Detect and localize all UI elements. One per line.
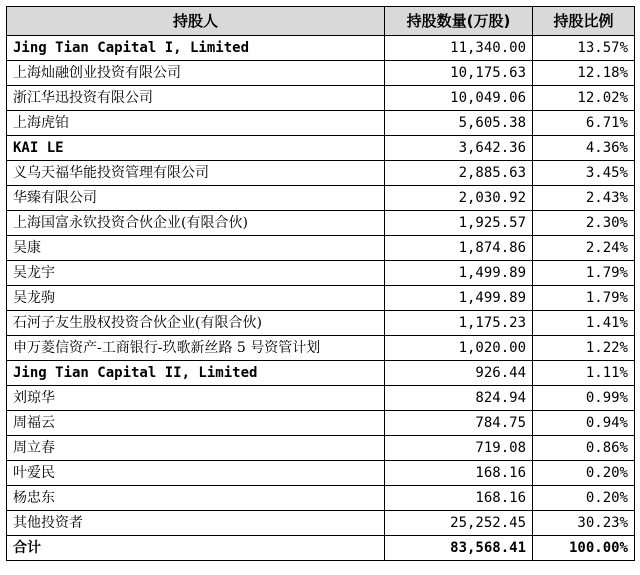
shares-cell: 5,605.38 — [385, 111, 533, 136]
total-row — [7, 536, 635, 561]
shares-cell: 11,340.00 — [385, 36, 533, 61]
shares-cell: 926.44 — [385, 361, 533, 386]
ratio-cell: 0.99% — [533, 386, 635, 411]
total-ratio-cell: 100.00% — [533, 536, 635, 561]
shareholder-name-cell: 其他投资者 — [7, 511, 385, 536]
table-row — [7, 486, 635, 511]
table-row — [7, 136, 635, 161]
shareholder-name-cell: KAI LE — [7, 136, 385, 161]
ratio-cell: 0.20% — [533, 486, 635, 511]
table-row — [7, 311, 635, 336]
ratio-cell: 4.36% — [533, 136, 635, 161]
shareholder-table — [6, 6, 635, 561]
shares-cell: 168.16 — [385, 486, 533, 511]
table-row — [7, 36, 635, 61]
shareholder-name-cell: 义乌天福华能投资管理有限公司 — [7, 161, 385, 186]
table-row — [7, 361, 635, 386]
table-row — [7, 286, 635, 311]
shares-cell: 1,175.23 — [385, 311, 533, 336]
shareholder-name-cell: 吴龙宇 — [7, 261, 385, 286]
table-body — [7, 36, 635, 561]
ratio-cell: 6.71% — [533, 111, 635, 136]
shares-cell: 2,030.92 — [385, 186, 533, 211]
table-row — [7, 61, 635, 86]
shares-cell: 2,885.63 — [385, 161, 533, 186]
table-row — [7, 511, 635, 536]
shares-cell: 1,925.57 — [385, 211, 533, 236]
shareholder-name-cell: Jing Tian Capital I, Limited — [7, 36, 385, 61]
ratio-cell: 13.57% — [533, 36, 635, 61]
shareholder-name-cell: 刘琼华 — [7, 386, 385, 411]
total-label-cell: 合计 — [7, 536, 385, 561]
shareholder-name-cell: 浙江华迅投资有限公司 — [7, 86, 385, 111]
header-shareholder: 持股人 — [7, 7, 385, 36]
ratio-cell: 30.23% — [533, 511, 635, 536]
ratio-cell: 0.20% — [533, 461, 635, 486]
shareholder-name-cell: 周立春 — [7, 436, 385, 461]
ratio-cell: 1.22% — [533, 336, 635, 361]
shares-cell: 1,874.86 — [385, 236, 533, 261]
shareholder-name-cell: 上海国富永钦投资合伙企业(有限合伙) — [7, 211, 385, 236]
shares-cell: 3,642.36 — [385, 136, 533, 161]
table-row — [7, 461, 635, 486]
header-ratio: 持股比例 — [533, 7, 635, 36]
table-row — [7, 386, 635, 411]
ratio-cell: 1.79% — [533, 286, 635, 311]
ratio-cell: 0.94% — [533, 411, 635, 436]
shareholder-name-cell: 周福云 — [7, 411, 385, 436]
table-row — [7, 261, 635, 286]
header-shares: 持股数量(万股) — [385, 7, 533, 36]
shares-cell: 1,499.89 — [385, 261, 533, 286]
ratio-cell: 2.43% — [533, 186, 635, 211]
ratio-cell: 12.02% — [533, 86, 635, 111]
shareholder-name-cell: 叶爱民 — [7, 461, 385, 486]
table-row — [7, 211, 635, 236]
table-row — [7, 86, 635, 111]
table-row — [7, 411, 635, 436]
shareholder-name-cell: 杨忠东 — [7, 486, 385, 511]
shares-cell: 1,499.89 — [385, 286, 533, 311]
table-header-row — [7, 7, 635, 36]
shares-cell: 10,049.06 — [385, 86, 533, 111]
ratio-cell: 1.11% — [533, 361, 635, 386]
shareholder-name-cell: 吴康 — [7, 236, 385, 261]
ratio-cell: 3.45% — [533, 161, 635, 186]
ratio-cell: 1.41% — [533, 311, 635, 336]
shares-cell: 25,252.45 — [385, 511, 533, 536]
shareholder-name-cell: 上海虎铂 — [7, 111, 385, 136]
shares-cell: 719.08 — [385, 436, 533, 461]
table-row — [7, 436, 635, 461]
table-row — [7, 161, 635, 186]
shareholder-name-cell: Jing Tian Capital II, Limited — [7, 361, 385, 386]
shareholder-name-cell: 华臻有限公司 — [7, 186, 385, 211]
shares-cell: 10,175.63 — [385, 61, 533, 86]
table-row — [7, 236, 635, 261]
shareholder-name-cell: 上海灿融创业投资有限公司 — [7, 61, 385, 86]
table-row — [7, 186, 635, 211]
shareholder-name-cell: 吴龙驹 — [7, 286, 385, 311]
ratio-cell: 1.79% — [533, 261, 635, 286]
shares-cell: 784.75 — [385, 411, 533, 436]
ratio-cell: 12.18% — [533, 61, 635, 86]
shares-cell: 1,020.00 — [385, 336, 533, 361]
table-row — [7, 336, 635, 361]
shares-cell: 168.16 — [385, 461, 533, 486]
shareholder-name-cell: 石河子友生股权投资合伙企业(有限合伙) — [7, 311, 385, 336]
ratio-cell: 2.30% — [533, 211, 635, 236]
ratio-cell: 0.86% — [533, 436, 635, 461]
shareholder-name-cell: 申万菱信资产-工商银行-玖歌新丝路 5 号资管计划 — [7, 336, 385, 361]
total-shares-cell: 83,568.41 — [385, 536, 533, 561]
shares-cell: 824.94 — [385, 386, 533, 411]
table-row — [7, 111, 635, 136]
shareholder-table-container — [6, 6, 634, 561]
ratio-cell: 2.24% — [533, 236, 635, 261]
